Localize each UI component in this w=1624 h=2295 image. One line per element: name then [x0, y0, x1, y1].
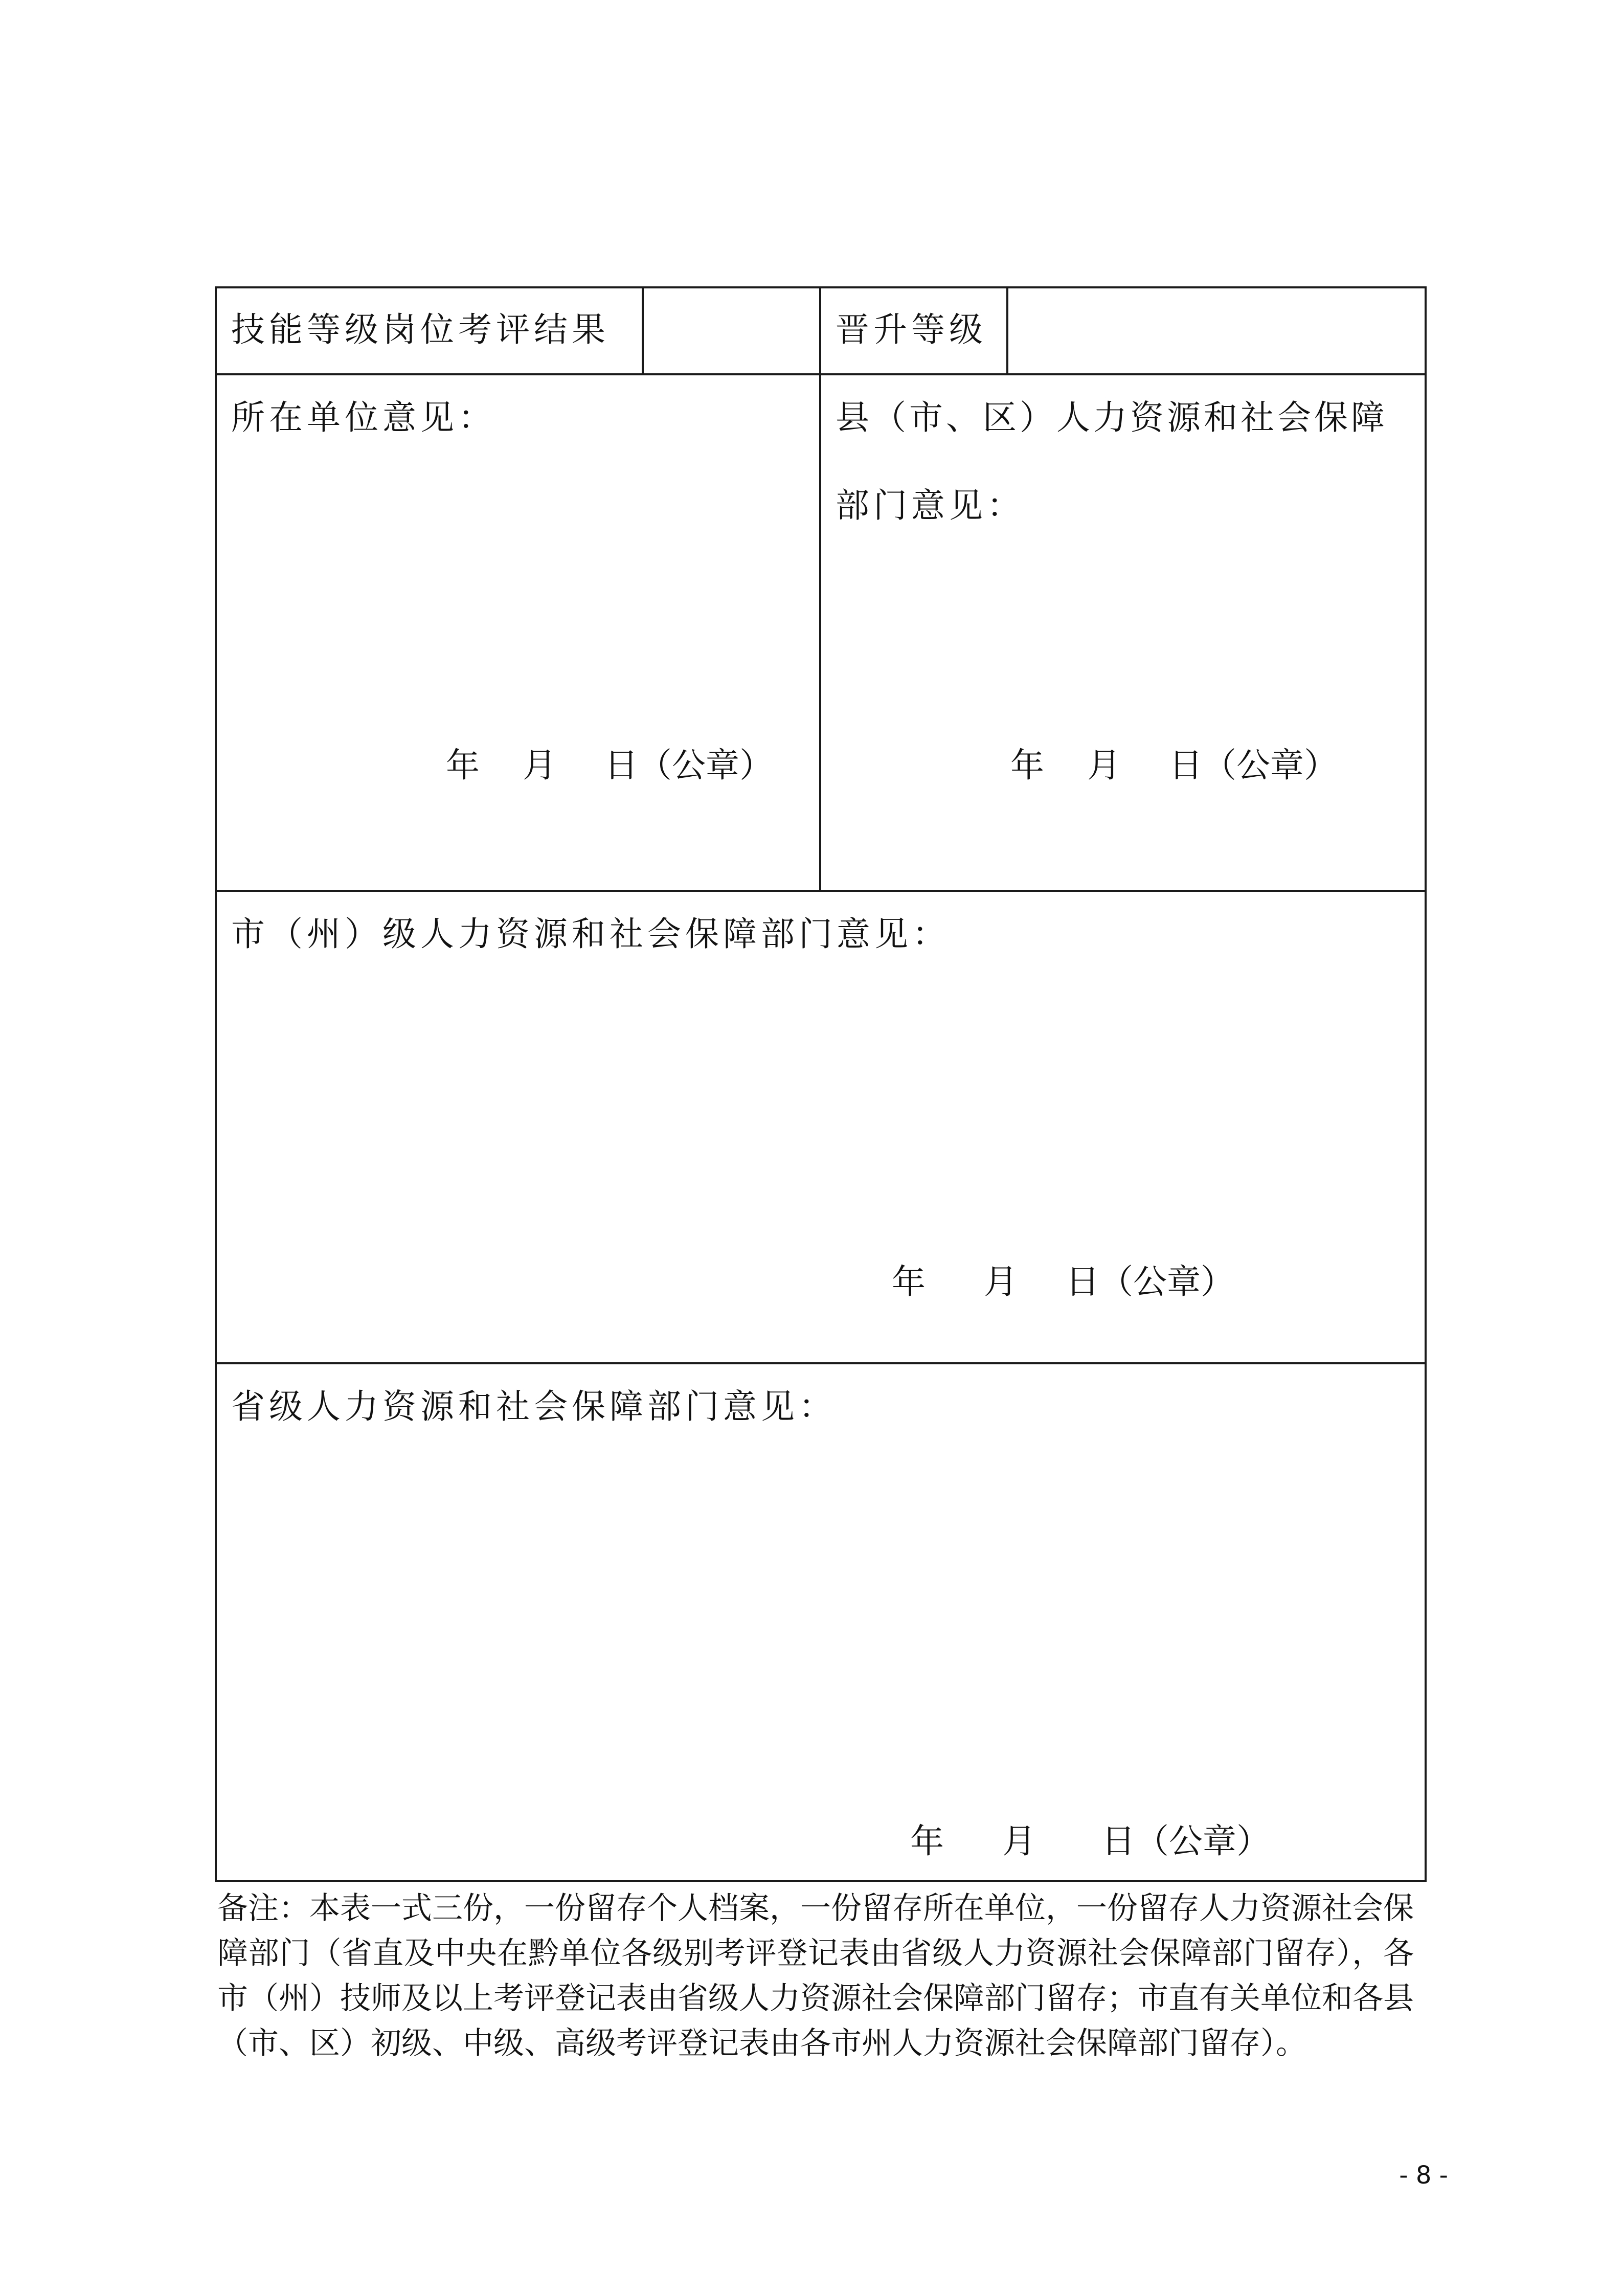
promotion-label: 晋升等级	[836, 310, 987, 349]
unit-date-year: 年	[446, 746, 480, 785]
city-date-day: 日（公章）	[1066, 1262, 1234, 1301]
province-date-year: 年	[910, 1821, 944, 1861]
province-opinion-date	[217, 1821, 1425, 1861]
province-date-day: 日（公章）	[1101, 1821, 1270, 1861]
unit-date-month: 月	[523, 746, 556, 785]
unit-opinion-cell[interactable]	[215, 373, 821, 892]
result-label-cell	[215, 286, 644, 375]
city-opinion-cell[interactable]	[215, 890, 1427, 1364]
city-date-year: 年	[892, 1262, 926, 1301]
county-date-day: 日（公章）	[1169, 746, 1338, 785]
unit-opinion-label: 所在单位意见：	[231, 398, 496, 437]
province-opinion-cell[interactable]	[215, 1362, 1427, 1882]
county-opinion-label-line1: 县（市、区）人力资源和社会保障	[836, 398, 1388, 437]
registration-form-table	[215, 286, 1427, 1882]
city-opinion-label: 市（州）级人力资源和社会保障部门意见：	[231, 914, 950, 954]
unit-opinion-date	[217, 746, 819, 785]
province-date-month: 月	[1002, 1821, 1036, 1861]
county-date-year: 年	[1010, 746, 1044, 785]
county-opinion-date	[821, 746, 1425, 785]
remarks-note: 备注：本表一式三份，一份留存个人档案，一份留存所在单位，一份留存人力资源社会保障部门（省直及中央在黔单位各级别考评登记表由省级人力资源社会保障部门留存），各市（州）技师及以上考评登记表由省级人力资源社会保障部门留存；市直有关单位和各县（市、区）初级、中级、高级考评登记表由各市州人力资源社会保障部门留存）。	[217, 1891, 1414, 2061]
county-date-month: 月	[1087, 746, 1121, 785]
city-date-month: 月	[984, 1262, 1018, 1301]
result-label: 技能等级岗位考评结果	[231, 310, 610, 349]
county-opinion-label-line2: 部门意见：	[836, 486, 1025, 525]
unit-date-day: 日（公章）	[604, 746, 773, 785]
province-opinion-label: 省级人力资源和社会保障部门意见：	[231, 1387, 837, 1426]
promotion-label-cell	[819, 286, 1008, 375]
promotion-value-cell[interactable]	[1006, 286, 1427, 375]
page-number: - 8 -	[1399, 2161, 1448, 2190]
county-opinion-cell[interactable]	[819, 373, 1427, 892]
city-opinion-date	[217, 1262, 1425, 1301]
result-value-cell[interactable]	[642, 286, 821, 375]
